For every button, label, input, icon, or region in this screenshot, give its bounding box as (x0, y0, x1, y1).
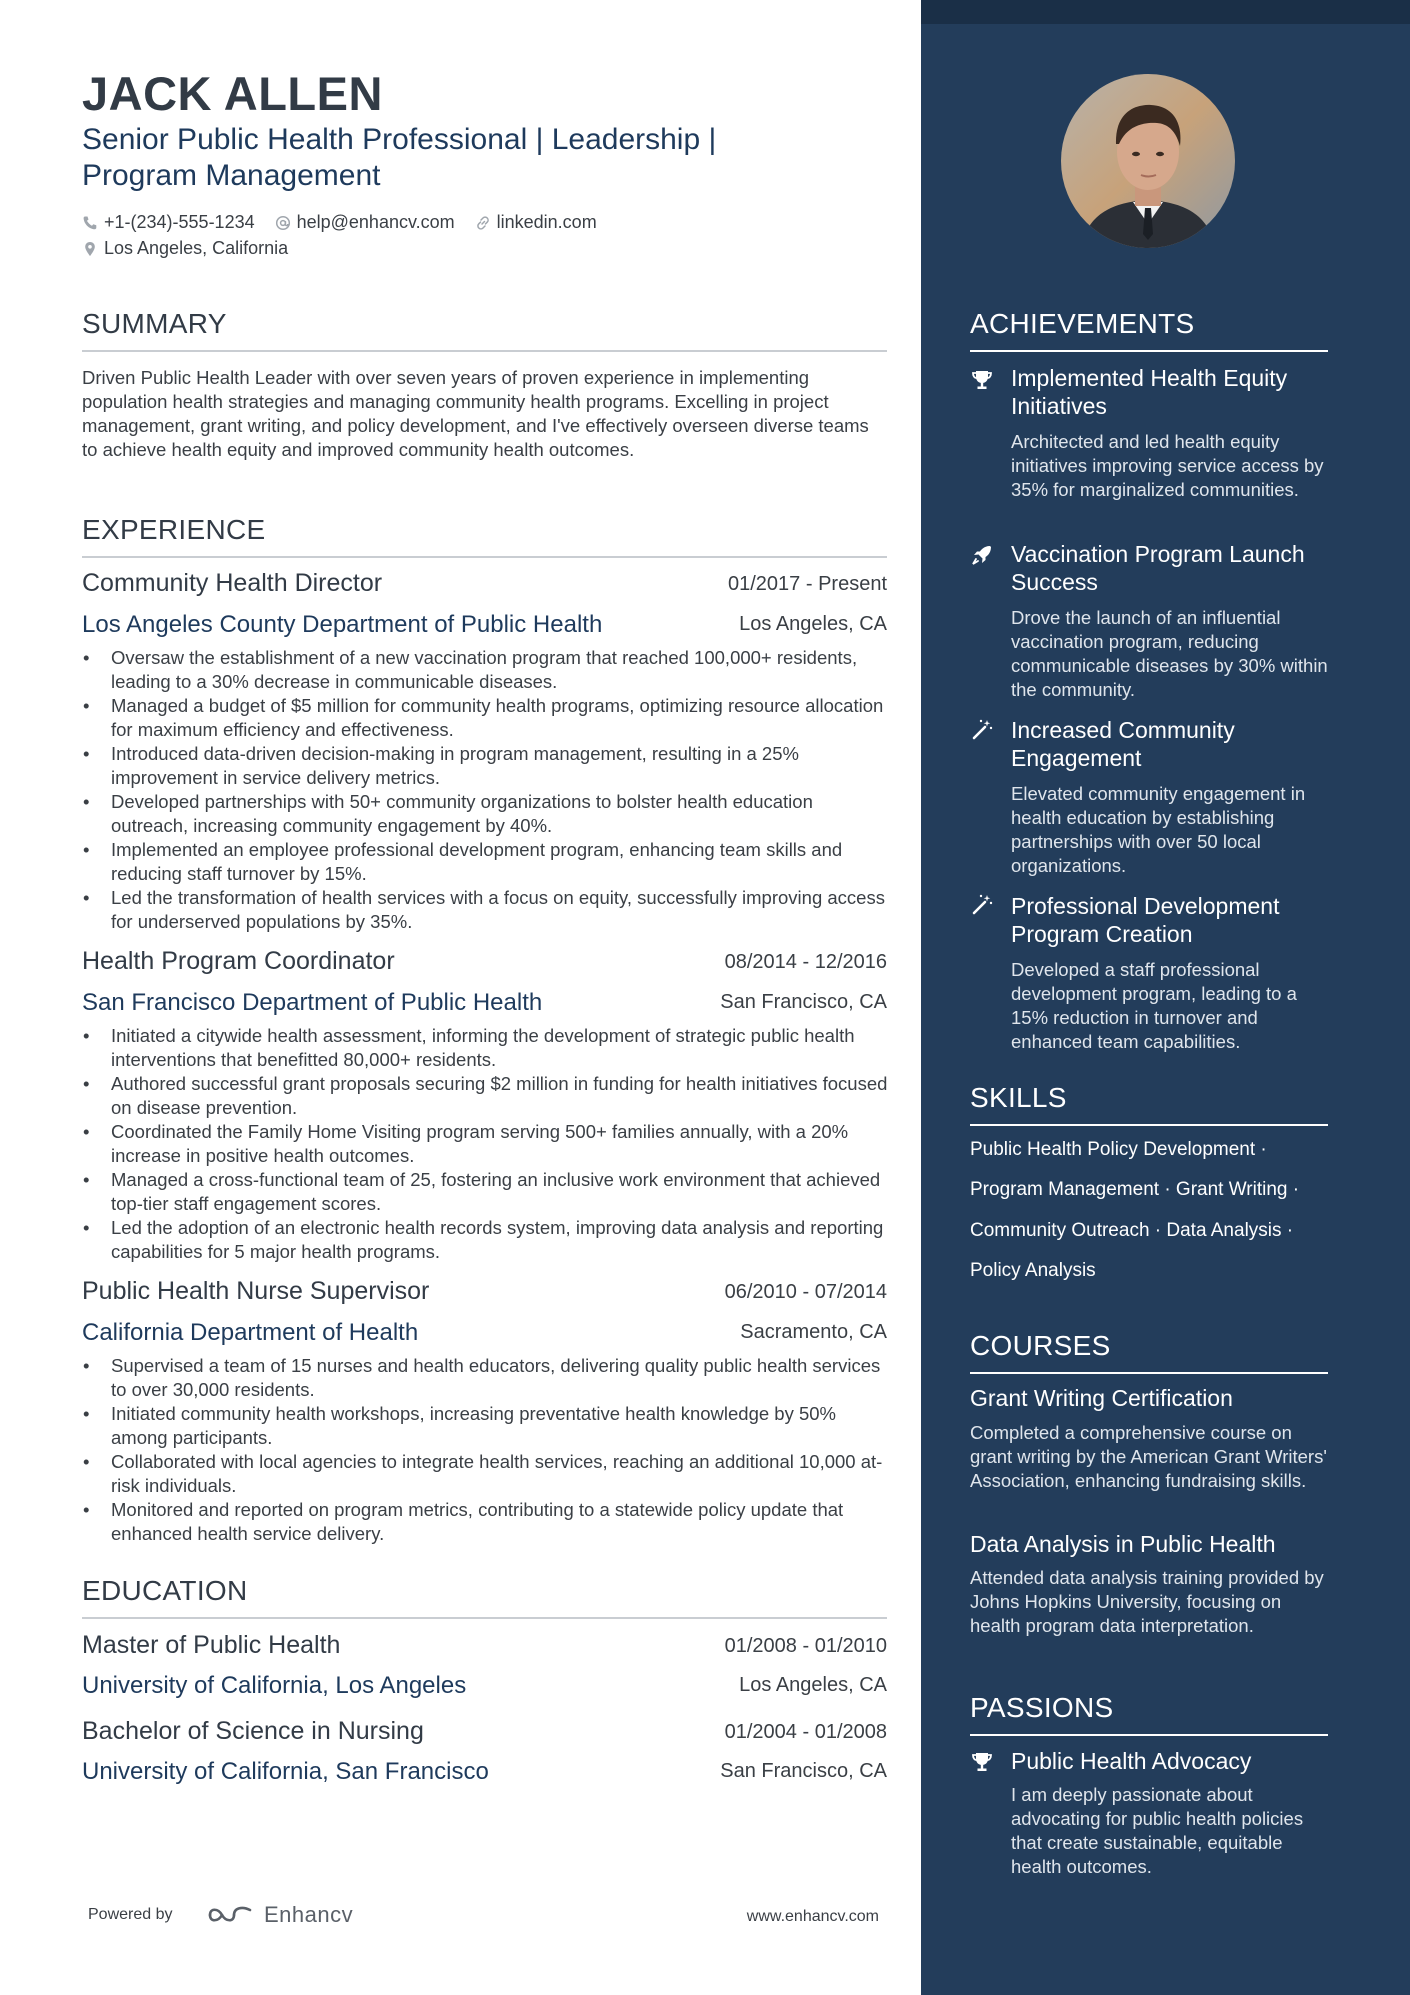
course-description: Completed a comprehensive course on grant writing by the American Grant Writers' Association, enhancing fundraising skills. (970, 1422, 1327, 1491)
skill-line: Public Health Policy Development · (970, 1139, 1267, 1160)
school-location: San Francisco, CA (720, 1760, 887, 1782)
bullet-item: • Coordinated the Family Home Visiting program serving 500+ families annually, with a 20% increase in positive health outcomes. (82, 1120, 892, 1168)
bullet-item: • Oversaw the establishment of a new vaccination program that reached 100,000+ residents, leading to a 30% decrease in communicable diseases. (82, 646, 892, 694)
link-icon (475, 215, 491, 231)
bullet-item: • Led the adoption of an electronic health records system, improving data analysis and reporting capabilities for 5 major health programs. (82, 1216, 892, 1264)
passions-heading: PASSIONS (970, 1692, 1328, 1736)
achievements-heading: ACHIEVEMENTS (970, 308, 1328, 352)
magic-wand-icon (970, 718, 994, 742)
phone-text: +1-(234)-555-1234 (104, 212, 255, 232)
phone-icon (82, 215, 98, 231)
bullet-item: • Initiated community health workshops, increasing preventative health knowledge by 50% among participants. (82, 1402, 892, 1450)
achievement-description: Architected and led health equity initiatives improving service access by 35% for marginalized communities. (1011, 431, 1324, 500)
job-location: Los Angeles, CA (739, 613, 887, 635)
passion-description: I am deeply passionate about advocating for public health policies that create sustainable, equitable health outcomes. (1011, 1784, 1304, 1877)
sidebar-top-band (921, 0, 1410, 24)
location-pin-icon (82, 241, 98, 257)
contact-row (82, 212, 617, 233)
job-bullets (82, 1024, 892, 1264)
magic-wand-icon (970, 893, 994, 917)
education-heading: EDUCATION (82, 1575, 887, 1619)
job-title: Health Program Coordinator (82, 947, 395, 975)
candidate-name: JACK ALLEN (82, 67, 383, 120)
job-organization: Los Angeles County Department of Public Health (82, 611, 603, 638)
bullet-item: • Supervised a team of 15 nurses and health educators, delivering quality public health services to over 30,000 residents. (82, 1354, 892, 1402)
at-icon (275, 215, 291, 231)
job-dates: 08/2014 - 12/2016 (724, 951, 887, 973)
achievement-description: Elevated community engagement in health education by establishing partnerships with over 50 local organizations. (1011, 783, 1306, 876)
bullet-item: • Managed a cross-functional team of 25, fostering an inclusive work environment that achieved top-tier staff engagement scores. (82, 1168, 892, 1216)
achievement-description: Drove the launch of an influential vaccination program, reducing communicable diseases by 30% within the community. (1011, 607, 1328, 700)
job-title: Public Health Nurse Supervisor (82, 1277, 430, 1305)
skill-line: Policy Analysis (970, 1260, 1096, 1281)
experience-heading: EXPERIENCE (82, 514, 887, 558)
bullet-item: • Authored successful grant proposals securing $2 million in funding for health initiatives focused on disease prevention. (82, 1072, 892, 1120)
bullet-item: • Led the transformation of health services with a focus on equity, successfully improving access for underserved populations by 35%. (82, 886, 892, 934)
location-text: Los Angeles, California (104, 238, 289, 258)
bullet-item: • Monitored and reported on program metrics, contributing to a statewide policy update that enhanced health service delivery. (82, 1498, 892, 1546)
trophy-icon (970, 368, 994, 392)
bullet-item: • Initiated a citywide health assessment, informing the development of strategic public health interventions that benefitted 80,000+ residents. (82, 1024, 892, 1072)
enhancv-logo[interactable] (206, 1902, 353, 1928)
rocket-icon (970, 543, 994, 567)
bullet-item: • Implemented an employee professional development program, enhancing team skills and reducing staff turnover by 15%. (82, 838, 892, 886)
skill-line: Program Management · Grant Writing · (970, 1179, 1300, 1200)
bullet-item: • Managed a budget of $5 million for community health programs, optimizing resource allocation for maximum efficiency and effectiveness. (82, 694, 892, 742)
school-name: University of California, Los Angeles (82, 1672, 467, 1699)
education-dates: 01/2008 - 01/2010 (724, 1635, 887, 1657)
phone-contact[interactable] (82, 212, 255, 233)
summary-heading: SUMMARY (82, 308, 887, 352)
footer-url[interactable]: www.enhancv.com (746, 1908, 879, 1925)
website-text: linkedin.com (496, 212, 597, 232)
bullet-item: • Introduced data-driven decision-making in program management, resulting in a 25% improvement in service delivery metrics. (82, 742, 892, 790)
skills-heading: SKILLS (970, 1082, 1328, 1126)
job-location: Sacramento, CA (740, 1321, 887, 1343)
job-bullets (82, 1354, 892, 1546)
job-organization: San Francisco Department of Public Health (82, 989, 543, 1016)
achievement-title: Professional Development Program Creation (1011, 893, 1280, 947)
job-dates: 06/2010 - 07/2014 (724, 1281, 887, 1303)
achievement-title: Vaccination Program Launch Success (1011, 541, 1305, 595)
email-contact[interactable] (275, 212, 455, 233)
job-organization: California Department of Health (82, 1319, 419, 1346)
degree-title: Bachelor of Science in Nursing (82, 1717, 424, 1745)
job-bullets (82, 646, 892, 934)
achievement-description: Developed a staff professional development program, leading to a 15% reduction in turnover and enhanced team capabilities. (1011, 959, 1297, 1052)
courses-heading: COURSES (970, 1330, 1328, 1374)
bullet-item: • Collaborated with local agencies to integrate health services, reaching an additional 10,000 at-risk individuals. (82, 1450, 892, 1498)
education-dates: 01/2004 - 01/2008 (724, 1721, 887, 1743)
course-title: Data Analysis in Public Health (970, 1531, 1276, 1557)
enhancv-logo-icon (206, 1902, 254, 1928)
trophy-icon (970, 1750, 994, 1774)
email-text: help@enhancv.com (296, 212, 455, 232)
summary-text: Driven Public Health Leader with over seven years of proven experience in implementing population health strategies and managing community health programs. Excelling in project management, grant writing, and policy development, and I've effectively overseen diverse teams to achieve health equity and improved community health outcomes. (82, 367, 869, 460)
degree-title: Master of Public Health (82, 1631, 341, 1659)
location-contact (82, 238, 288, 259)
profile-photo (1061, 74, 1235, 248)
course-description: Attended data analysis training provided by Johns Hopkins University, focusing on health program data interpretation. (970, 1567, 1324, 1636)
school-name: University of California, San Francisco (82, 1758, 489, 1785)
candidate-headline: Senior Public Health Professional | Leadership | Program Management (82, 123, 717, 192)
job-location: San Francisco, CA (720, 991, 887, 1013)
location-row (82, 238, 308, 259)
passion-title: Public Health Advocacy (1011, 1748, 1252, 1774)
avatar (1061, 74, 1235, 248)
school-location: Los Angeles, CA (739, 1674, 887, 1696)
brand-name: Enhancv (264, 1902, 354, 1927)
skill-line: Community Outreach · Data Analysis · (970, 1220, 1294, 1241)
job-dates: 01/2017 - Present (728, 573, 887, 595)
job-title: Community Health Director (82, 569, 383, 597)
website-contact[interactable] (475, 212, 597, 233)
bullet-item: • Developed partnerships with 50+ community organizations to bolster health education outreach, increasing community engagement by 40%. (82, 790, 892, 838)
achievement-title: Increased Community Engagement (1011, 717, 1235, 771)
powered-by-label: Powered by (88, 1906, 173, 1923)
achievement-title: Implemented Health Equity Initiatives (1011, 365, 1288, 419)
course-title: Grant Writing Certification (970, 1385, 1233, 1411)
